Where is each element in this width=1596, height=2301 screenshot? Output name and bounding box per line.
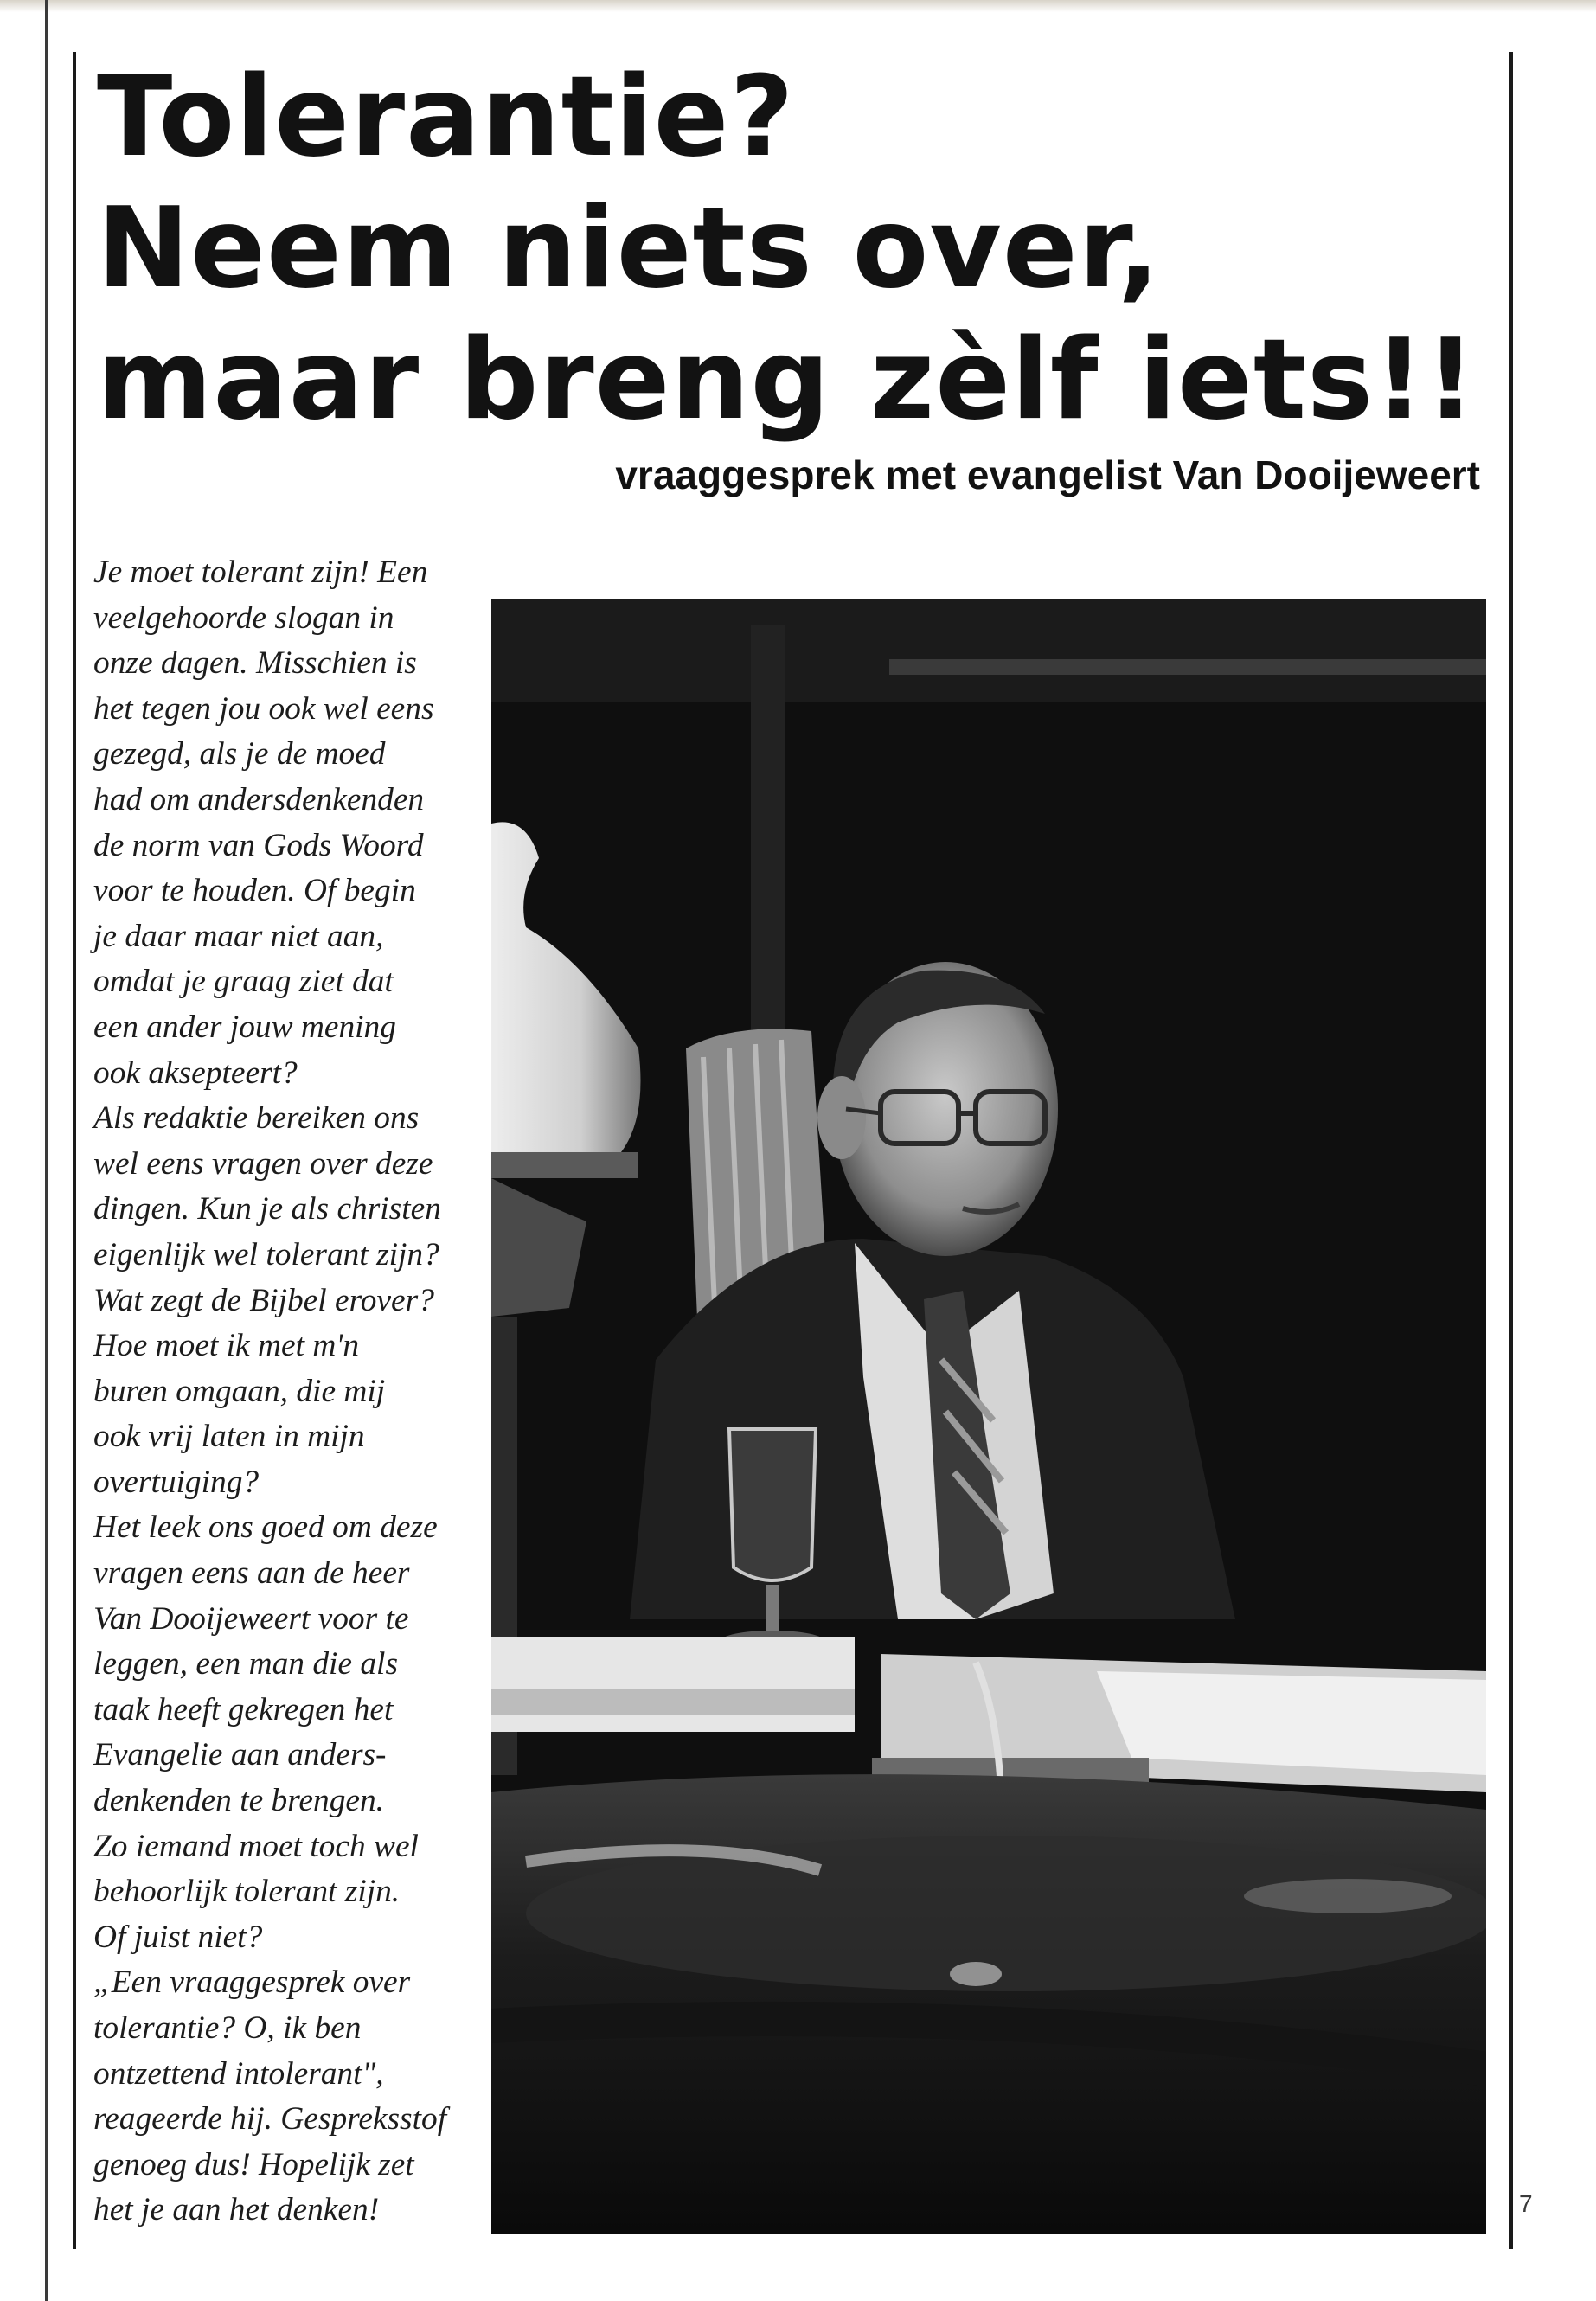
- interview-photo: [491, 599, 1486, 2234]
- intro-line: eigenlijk wel tolerant zijn?: [93, 1236, 439, 1272]
- intro-line: Zo iemand moet toch wel: [93, 1828, 419, 1864]
- right-rule: [1509, 52, 1513, 2249]
- page-fold-line: [45, 0, 48, 2301]
- intro-line: Het leek ons goed om deze: [93, 1509, 438, 1546]
- intro-line: omdat je graag ziet dat: [93, 964, 394, 1000]
- left-rule: [73, 52, 76, 2249]
- intro-line: Wat zegt de Bijbel erover?: [93, 1282, 434, 1318]
- intro-line: tolerantie? O, ik ben: [93, 2010, 362, 2046]
- headline-line-2: Neem niets over,: [97, 184, 1161, 313]
- intro-line: wel eens vragen over deze: [93, 1145, 433, 1182]
- intro-line: veelgehoorde slogan in: [93, 599, 394, 636]
- intro-line: Als redaktie bereiken ons: [93, 1100, 420, 1137]
- intro-line: reageerde hij. Gespreksstof: [93, 2101, 447, 2138]
- intro-line: had om andersdenkenden: [93, 781, 425, 817]
- intro-line: buren omgaan, die mij: [93, 1373, 386, 1409]
- intro-text: [93, 550, 498, 2234]
- headline-line-3: maar breng zèlf iets!!: [97, 316, 1477, 445]
- intro-line: behoorlijk tolerant zijn.: [93, 1874, 401, 1910]
- article-subtitle: vraaggesprek met evangelist Van Dooijeweert: [615, 452, 1480, 497]
- article-headline: [97, 52, 1477, 446]
- intro-line: onze dagen. Misschien is: [93, 645, 417, 682]
- intro-line: de norm van Gods Woord: [93, 827, 424, 863]
- intro-line: taak heeft gekregen het: [93, 1691, 394, 1727]
- intro-line: het tegen jou ook wel eens: [93, 690, 434, 727]
- intro-line: Je moet tolerant zijn! Een: [93, 554, 428, 590]
- intro-line: gezegd, als je de moed: [93, 736, 386, 772]
- intro-line: denkenden te brengen.: [93, 1783, 385, 1819]
- intro-line: het je aan het denken!: [93, 2192, 380, 2228]
- page-top-edge: [0, 0, 1596, 12]
- intro-line: ontzettend intolerant",: [93, 2055, 384, 2092]
- page-number: 7: [1519, 2190, 1533, 2217]
- intro-line: Hoe moet ik met m'n: [93, 1328, 360, 1364]
- intro-line: „Een vraaggesprek over: [93, 1965, 411, 2001]
- intro-line: een ander jouw mening: [93, 1009, 396, 1045]
- intro-line: Of juist niet?: [93, 1919, 263, 1955]
- intro-line: Van Dooijeweert voor te: [93, 1600, 409, 1637]
- intro-line: je daar maar niet aan,: [93, 918, 384, 954]
- intro-line: overtuiging?: [93, 1464, 260, 1500]
- intro-line: Evangelie aan anders-: [93, 1737, 387, 1773]
- intro-line: dingen. Kun je als christen: [93, 1191, 441, 1227]
- intro-line: vragen eens aan de heer: [93, 1555, 410, 1592]
- intro-line: leggen, een man die als: [93, 1646, 398, 1682]
- intro-line: voor te houden. Of begin: [93, 873, 416, 909]
- headline-line-1: Tolerantie?: [97, 53, 795, 182]
- intro-line: genoeg dus! Hopelijk zet: [93, 2146, 414, 2182]
- intro-line: ook vrij laten in mijn: [93, 1419, 365, 1455]
- intro-line: ook aksepteert?: [93, 1054, 298, 1091]
